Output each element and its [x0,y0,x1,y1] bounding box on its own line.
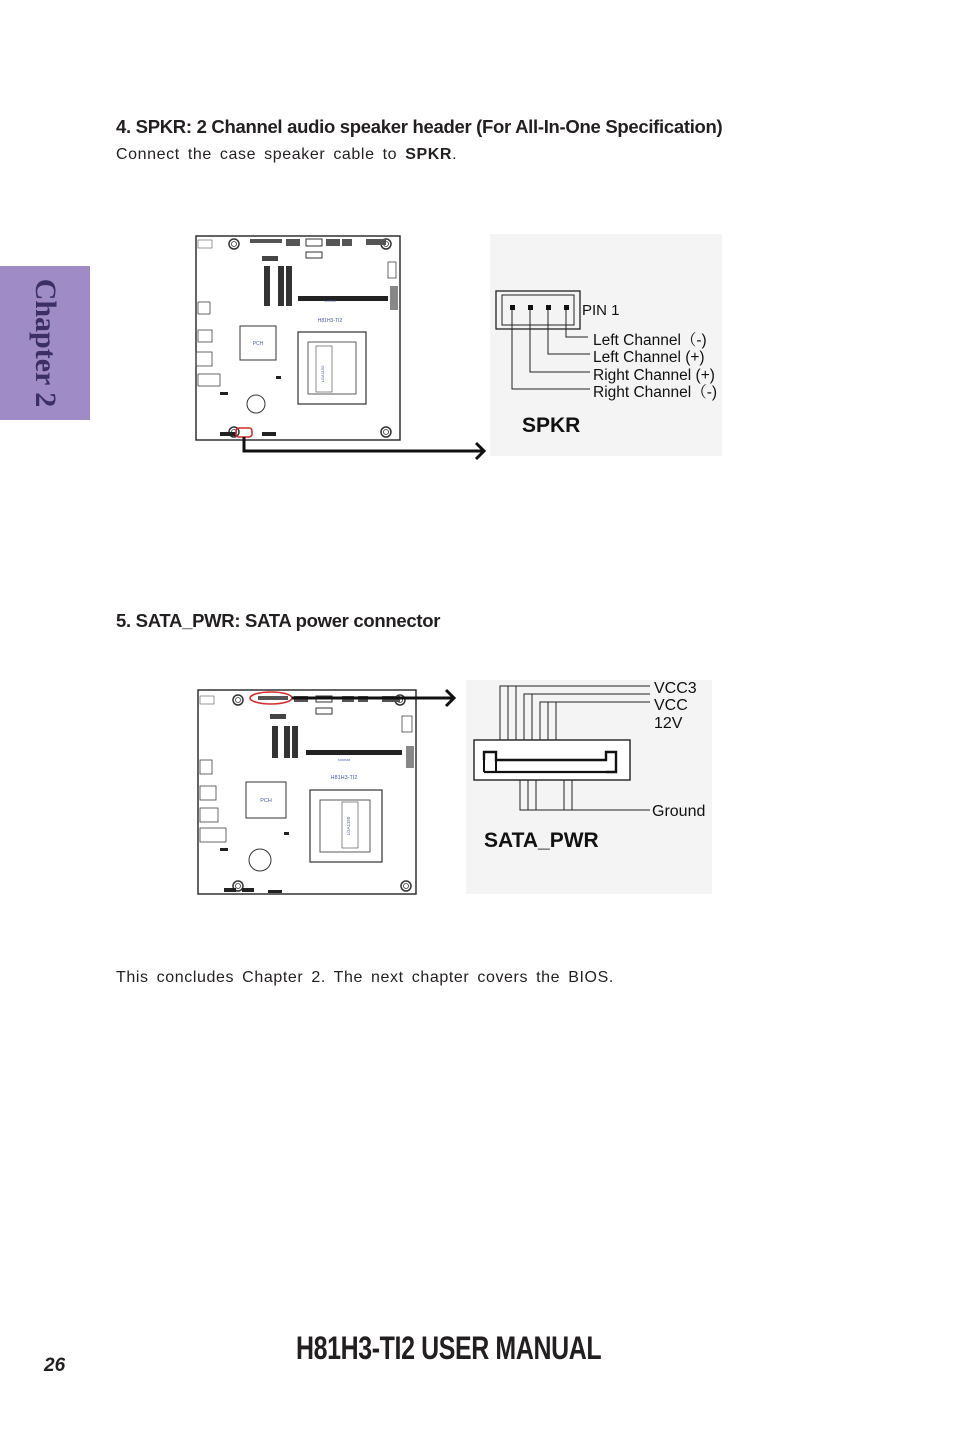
manual-title: H81H3-TI2 USER MANUAL [296,1330,602,1366]
spkr-pin-label-3: Right Channel (+) [593,367,715,384]
spkr-pin-label-4: Right Channel（-) [593,384,718,401]
section4-text-before: Connect the case speaker cable to [116,146,406,163]
section4-text [116,146,457,164]
board-model-2: H81H3-TI2 [330,775,358,781]
board-outline [196,236,400,440]
board-socket-2: LGA1150 [346,816,351,836]
section4-text-after: . [452,146,458,163]
sata-label-vcc3: VCC3 [654,680,697,697]
sata-label-12v: 12V [654,715,683,732]
board-memory-2: SODIMM [337,758,351,762]
board-memory: SODIMM [323,299,337,303]
sata-label-ground: Ground [652,803,706,820]
spkr-diagram [190,234,722,460]
board-outline-2 [198,690,416,894]
spkr-pin1-label: PIN 1 [582,302,620,319]
board-chip-2: PCH [260,798,272,804]
page-number: 26 [44,1355,66,1376]
conclusion-text: This concludes Chapter 2. The next chapter covers the BIOS. [116,969,614,986]
sata-label-vcc: VCC [654,697,688,714]
board-model: H81H3-TI2 [317,318,343,324]
chapter-tab-label: Chapter 2 [29,278,62,408]
section5-heading: 5. SATA_PWR: SATA power connector [116,610,441,631]
board-socket: LGA1150 [320,365,325,383]
section4-heading: 4. SPKR: 2 Channel audio speaker header (For All-In-One Specification) [116,116,723,137]
spkr-connector-name: SPKR [522,414,581,437]
sata-connector-name: SATA_PWR [484,829,599,852]
section4-text-bold: SPKR [405,146,453,163]
spkr-pin-label-2: Left Channel (+) [593,349,705,366]
sata-pwr-diagram [196,676,716,898]
spkr-pin-label-1: Left Channel（-) [593,332,707,349]
board-chip: PCH [252,341,264,347]
chapter-tab [0,266,90,420]
